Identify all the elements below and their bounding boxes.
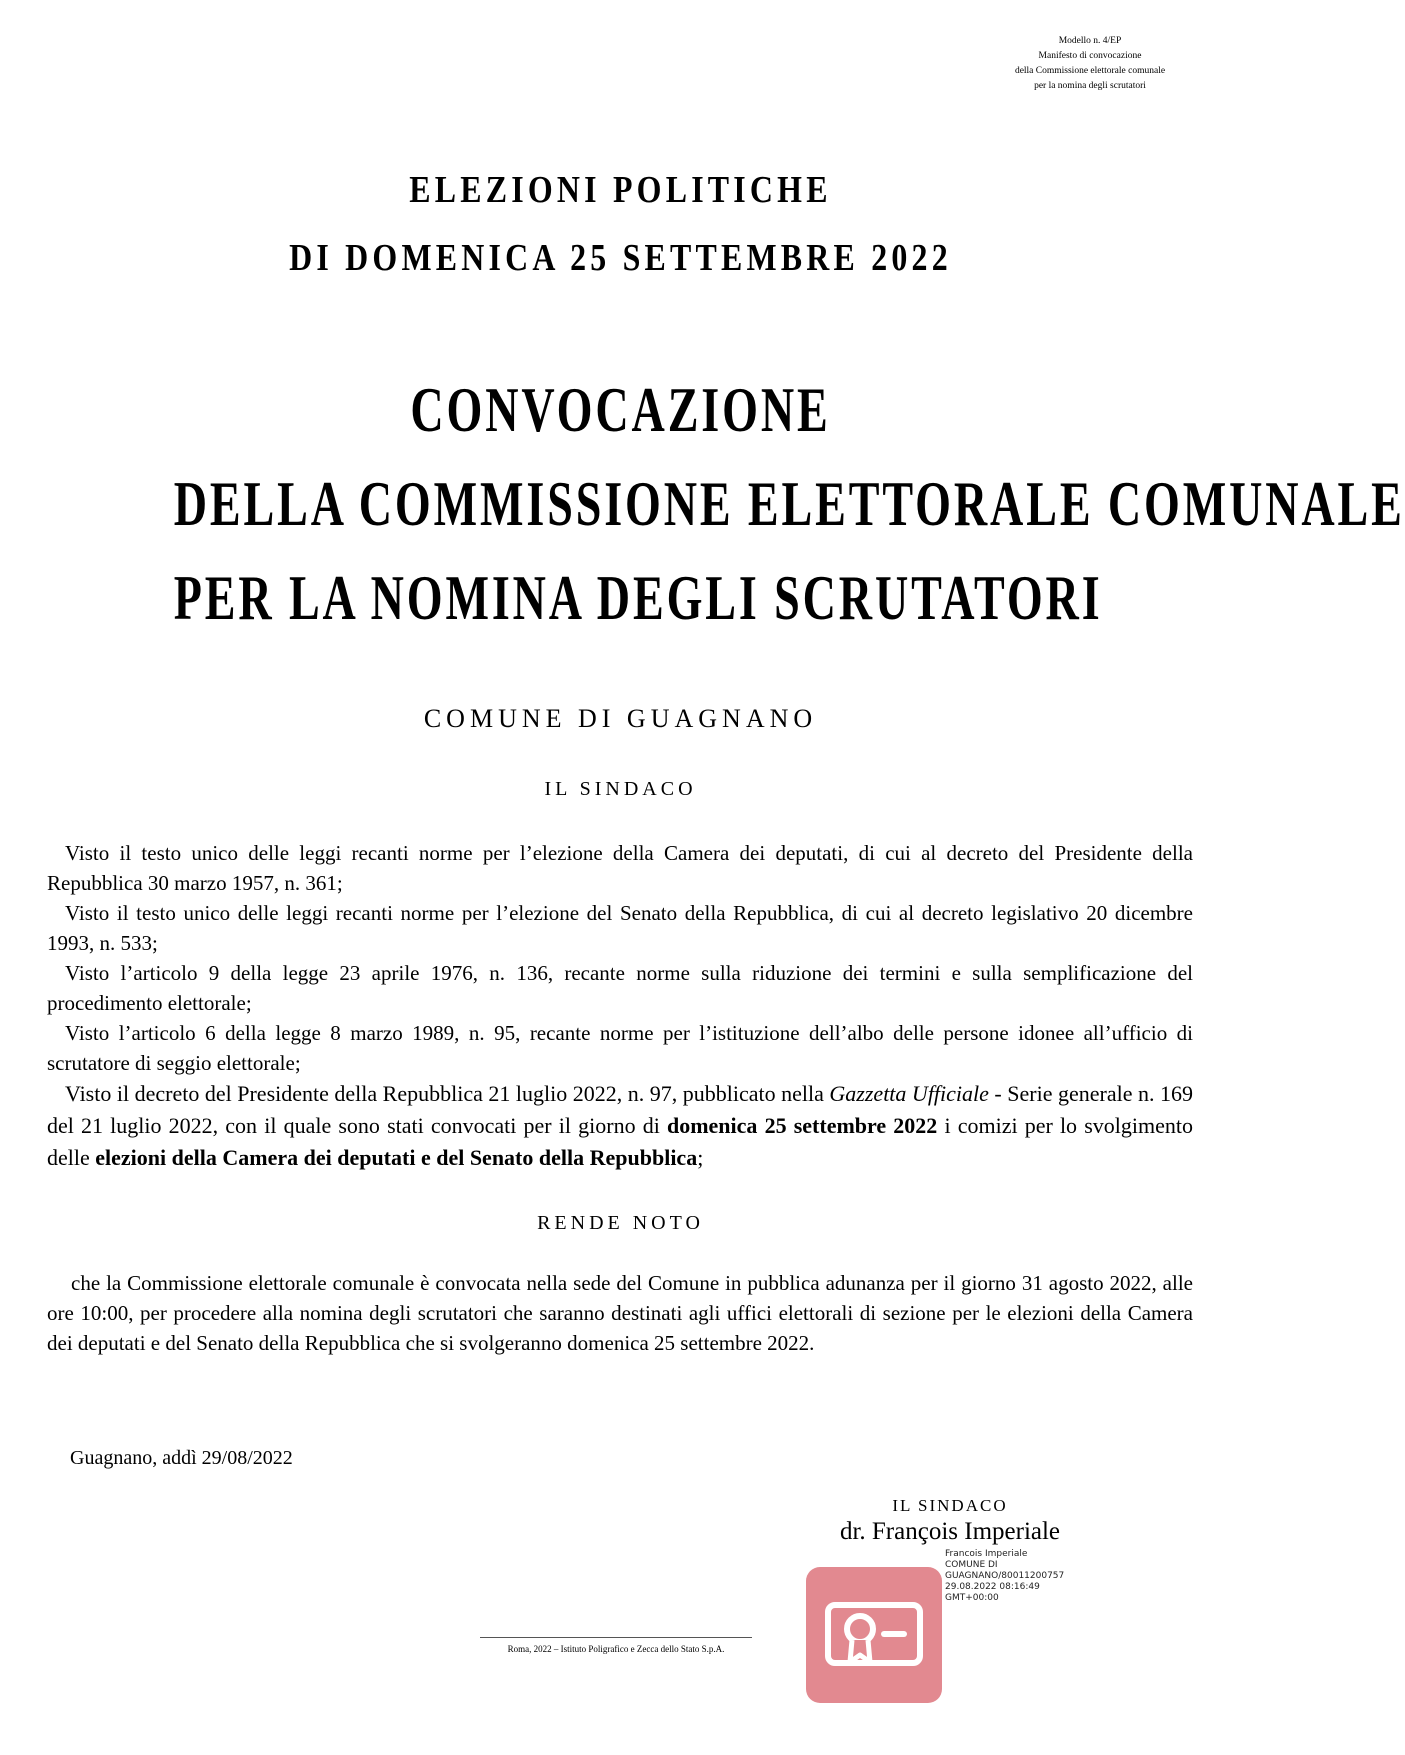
announcement-paragraph: che la Commissione elettorale comunale è convocata nella sede del Comune in pubblica adunanza per il giorno 31 agosto 2022, alle ore 10:00, per procedere alla nomina degli scrutatori che saranno destinati agli uffici elettorali di sezione per le elezioni della Camera dei deputati e del Senato della Repubblica che si svolgeranno domenica 25 settembre 2022. (47, 1271, 1193, 1355)
consideration-text: Visto il decreto del Presidente della Repubblica 21 luglio 2022, n. 97, pubblicato nella (65, 1081, 830, 1106)
digital-signature-line: 29.08.2022 08:16:49 (945, 1582, 1040, 1592)
model-ref-line: per la nomina degli scrutatori (1034, 81, 1146, 91)
announcement-heading: RENDE NOTO (537, 1212, 704, 1234)
consideration-paragraph: Visto il testo unico delle leggi recanti norme per l’elezione della Camera dei deputati, di cui al decreto del Presidente della Repubblica 30 marzo 1957, n. 361; (47, 841, 1193, 895)
footer-divider (480, 1637, 752, 1638)
digital-signature-details (945, 1549, 1064, 1604)
printer-footer: Roma, 2022 – Istituto Poligrafico e Zecca dello Stato S.p.A. (507, 1644, 725, 1654)
place-date: Guagnano, addì 29/08/2022 (70, 1447, 293, 1469)
considerations-block (47, 838, 1193, 1174)
election-date-bold: domenica 25 settembre 2022 (666, 1113, 938, 1138)
signature-title: IL SINDACO (892, 1496, 1008, 1515)
election-date-heading: DI DOMENICA 25 SETTEMBRE 2022 (289, 237, 952, 279)
consideration-text: ; (697, 1145, 704, 1170)
title-line-1: CONVOCAZIONE (410, 374, 831, 445)
signature-name: dr. François Imperiale (839, 1518, 1061, 1545)
authority-heading: IL SINDACO (544, 778, 697, 800)
certificate-icon (806, 1567, 942, 1703)
model-ref-line: della Commissione elettorale comunale (1014, 66, 1166, 76)
announcement-block (47, 1268, 1193, 1358)
gazette-name: Gazzetta Ufficiale (829, 1081, 989, 1106)
model-ref-line: Manifesto di convocazione (1038, 51, 1142, 61)
election-heading: ELEZIONI POLITICHE (409, 169, 832, 211)
elections-bold: elezioni della Camera dei deputati e del Senato della Repubblica (95, 1145, 698, 1170)
consideration-paragraph (47, 1078, 1193, 1174)
digital-signature-certificate-icon (806, 1567, 942, 1703)
digital-signature-line: GMT+00:00 (945, 1593, 999, 1603)
digital-signature-line: Francois Imperiale (945, 1549, 1028, 1559)
consideration-text: - Serie generale n. 169 del 21 luglio 2022, con il quale sono stati convocati per il giorno di (47, 1081, 1194, 1138)
consideration-paragraph: Visto l’articolo 9 della legge 23 aprile 1976, n. 136, recante norme sulla riduzione dei termini e sulla semplificazione del procedimento elettorale; (47, 961, 1193, 1015)
model-reference (960, 34, 1220, 94)
digital-signature-line: GUAGNANO/80011200757 (945, 1571, 1065, 1581)
consideration-text: i comizi per lo svolgimento delle (47, 1113, 1193, 1170)
municipality-name: COMUNE DI GUAGNANO (423, 704, 818, 733)
title-line-2: DELLA COMMISSIONE ELETTORALE COMUNALE (173, 468, 1405, 539)
consideration-paragraph: Visto il testo unico delle leggi recanti norme per l’elezione del Senato della Repubblica, di cui al decreto legislativo 20 dicembre 1993, n. 533; (47, 901, 1193, 955)
model-ref-line: Modello n. 4/EP (1058, 36, 1122, 46)
digital-signature-line: COMUNE DI (945, 1560, 998, 1570)
consideration-paragraph: Visto l’articolo 6 della legge 8 marzo 1989, n. 95, recante norme per l’istituzione dell’albo delle persone idonee all’ufficio di scrutatore di seggio elettorale; (47, 1021, 1193, 1075)
title-line-3: PER LA NOMINA DEGLI SCRUTATORI (173, 562, 1103, 633)
